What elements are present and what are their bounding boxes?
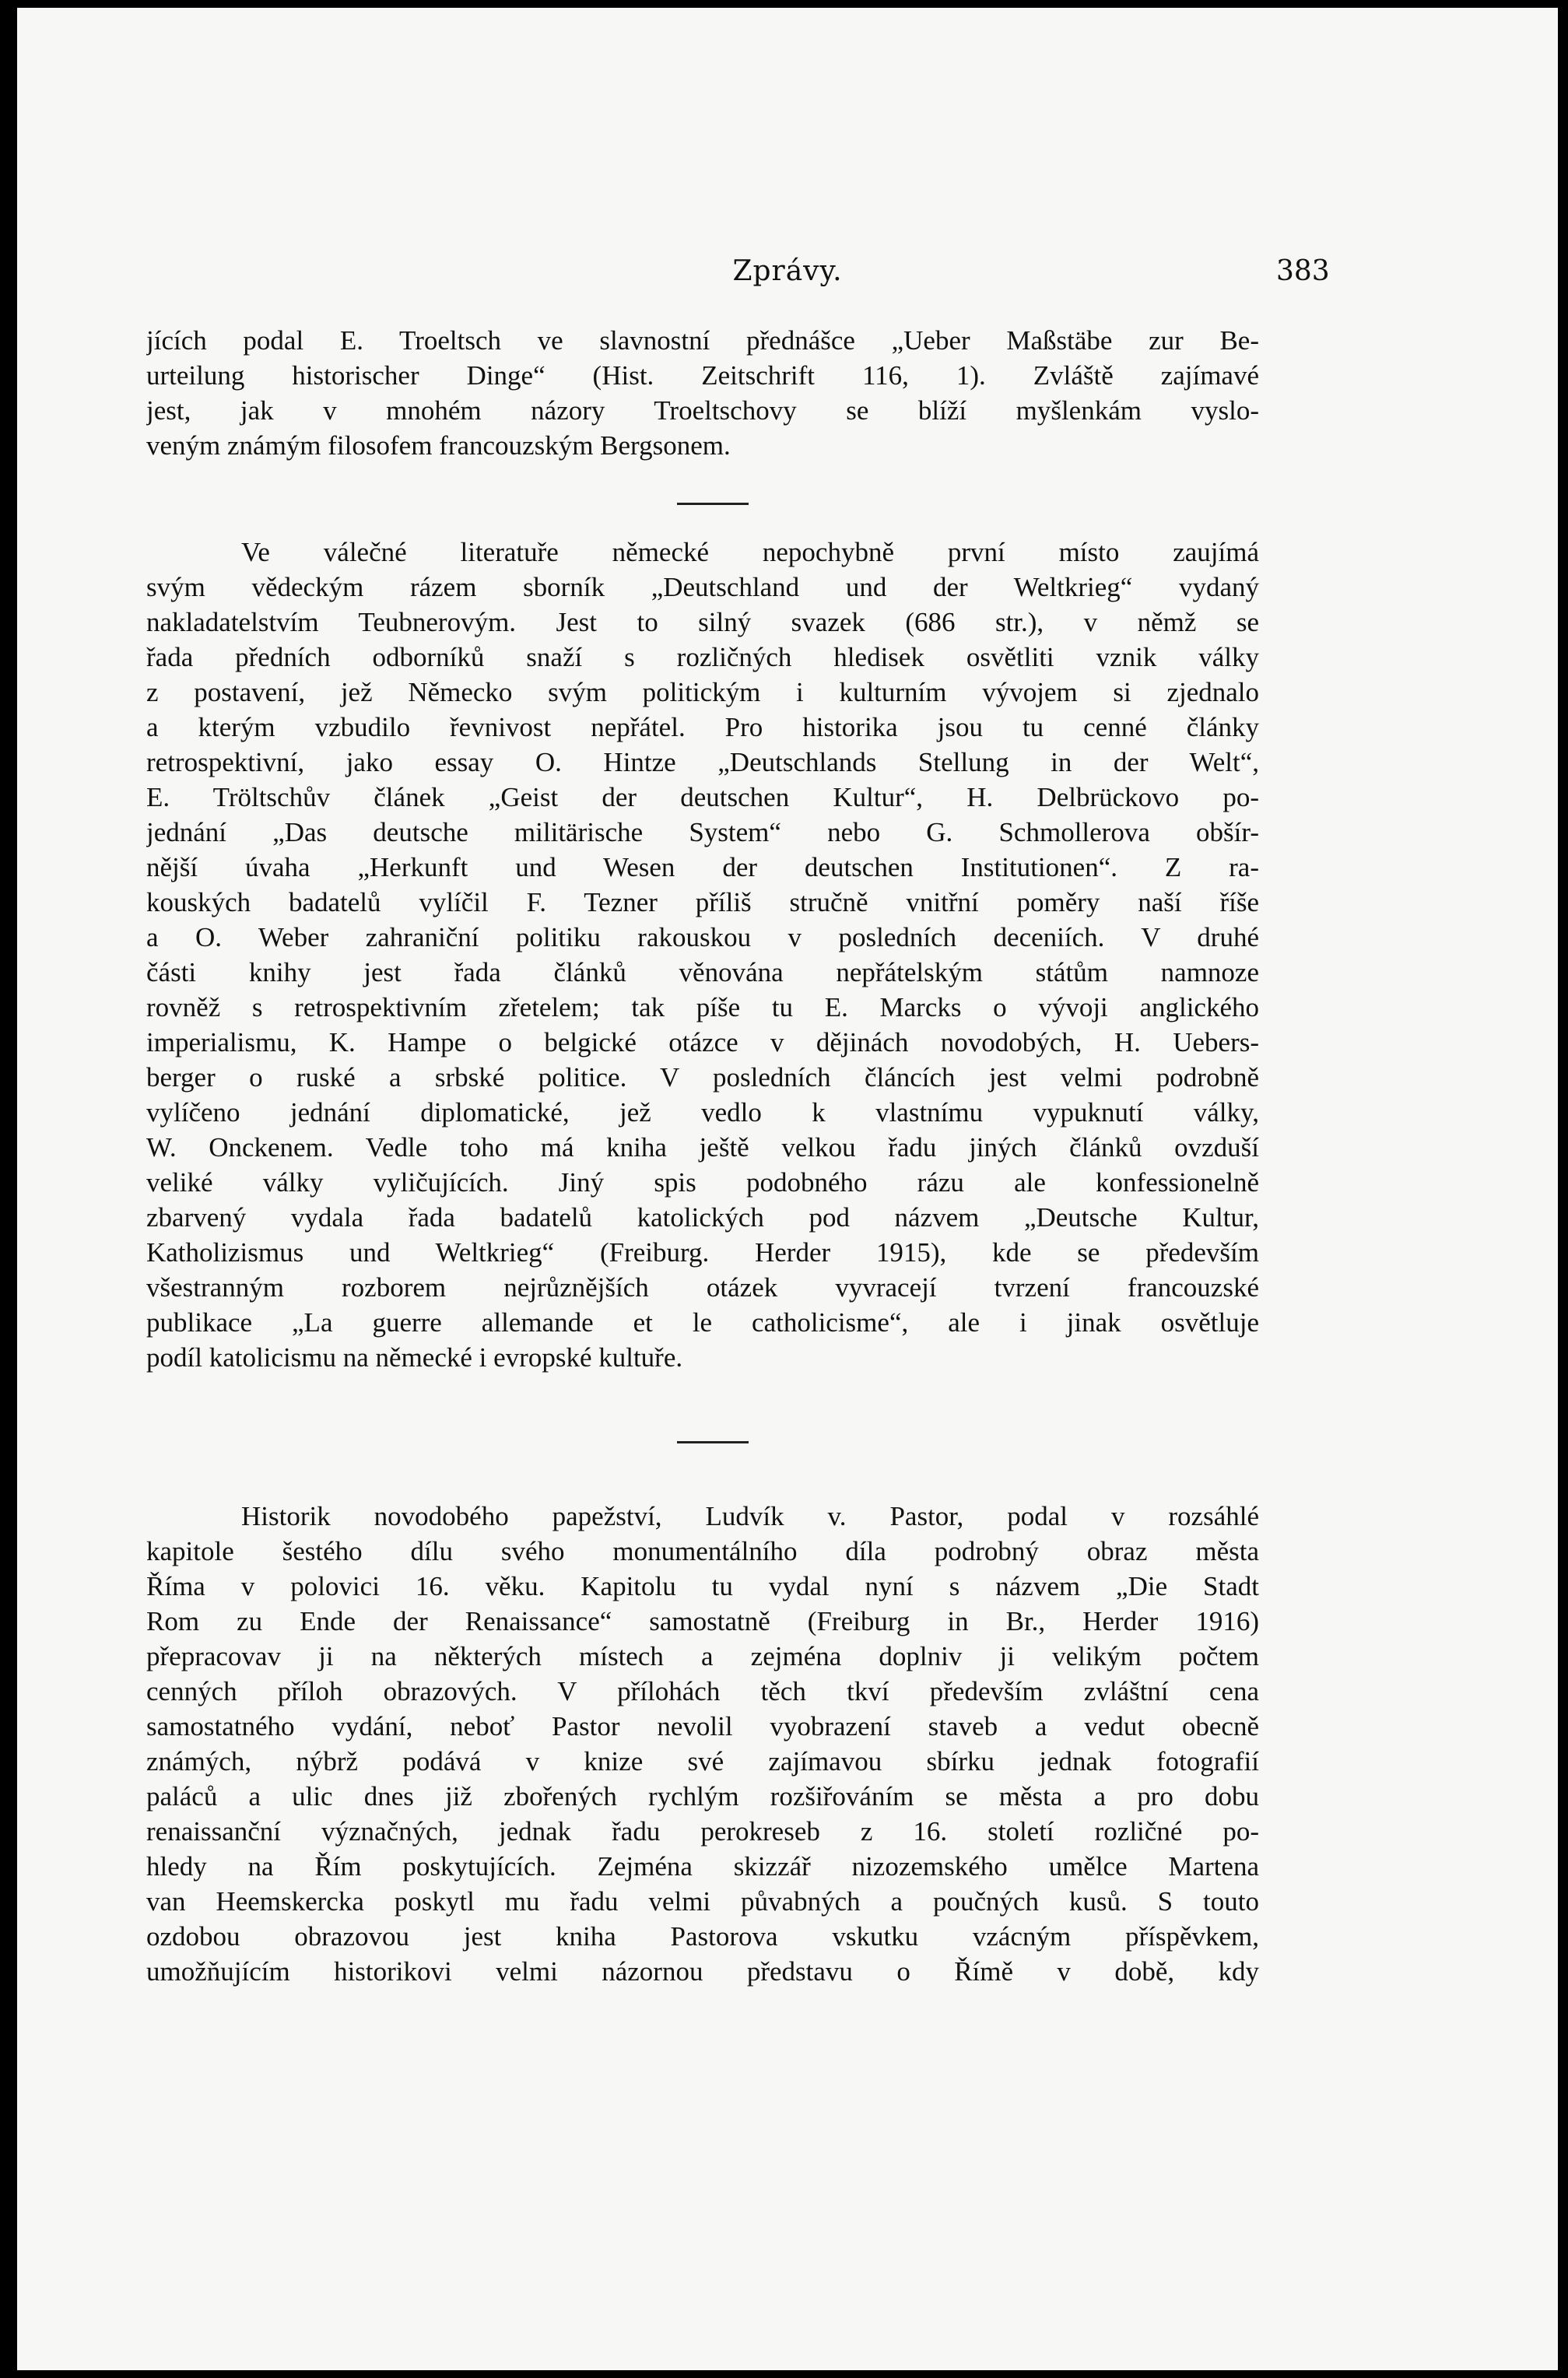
text-line: berger o ruské a srbské politice. V posledních článcích jest velmi podrobně: [146, 1062, 1259, 1093]
running-title: Zprávy.: [732, 255, 843, 287]
text-line: samostatného vydání, neboť Pastor nevolil vyobrazení staveb a vedut obecně: [146, 1711, 1259, 1741]
text-line: podíl katolicismu na německé i evropské kultuře.: [146, 1342, 683, 1373]
paragraph-troeltsch: [146, 323, 1259, 463]
text-line: nější úvaha „Herkunft und Wesen der deutschen Institutionen“. Z ra-: [146, 852, 1259, 882]
text-line: nakladatelstvím Teubnerovým. Jest to silný svazek (686 str.), v němž se: [146, 607, 1259, 637]
section-divider: [677, 1441, 749, 1443]
text-line: veným známým filosofem francouzským Bergsonem.: [146, 430, 731, 461]
page-header: [17, 255, 1558, 294]
text-line: kouských badatelů vylíčil F. Tezner příliš stručně vnitřní poměry naší říše: [146, 887, 1259, 917]
text-line: Historik novodobého papežství, Ludvík v. Pastor, podal v rozsáhlé: [241, 1501, 1259, 1531]
text-line: van Heemskercka poskytl mu řadu velmi půvabných a poučných kusů. S touto: [146, 1886, 1259, 1917]
text-line: imperialismu, K. Hampe o belgické otázce v dějinách novodobých, H. Uebers-: [146, 1027, 1259, 1057]
text-line: vylíčeno jednání diplomatické, jež vedlo k vlastnímu vypuknutí války,: [146, 1097, 1259, 1128]
paragraph-war-literature: [146, 535, 1259, 1375]
text-line: hledy na Řím poskytujících. Zejména skizzář nizozemského umělce Martena: [146, 1851, 1259, 1882]
text-line: jednání „Das deutsche militärische System“ nebo G. Schmollerova obšír-: [146, 817, 1259, 847]
section-divider: [677, 503, 749, 505]
text-line: řada předních odborníků snaží s rozličných hledisek osvětliti vznik války: [146, 642, 1259, 672]
book-page: [17, 8, 1558, 2370]
text-line: renaissanční význačných, jednak řadu perokreseb z 16. století rozličné po-: [146, 1816, 1259, 1847]
text-line: Katholizismus und Weltkrieg“ (Freiburg. Herder 1915), kde se především: [146, 1237, 1259, 1268]
text-line: jest, jak v mnohém názory Troeltschovy se blíží myšlenkám vyslo-: [146, 395, 1259, 426]
text-line: a O. Weber zahraniční politiku rakouskou v posledních deceniích. V druhé: [146, 922, 1259, 952]
text-line: rovněž s retrospektivním zřetelem; tak píše tu E. Marcks o vývoji anglického: [146, 992, 1259, 1022]
text-line: Ve válečné literatuře německé nepochybně první místo zaujímá: [241, 537, 1259, 567]
text-line: W. Onckenem. Vedle toho má kniha ještě velkou řadu jiných článků ovzduší: [146, 1132, 1259, 1163]
text-line: části knihy jest řada článků věnována nepřátelským státům namnoze: [146, 957, 1259, 987]
text-line: zbarvený vydala řada badatelů katolických pod názvem „Deutsche Kultur,: [146, 1202, 1259, 1233]
text-line: Říma v polovici 16. věku. Kapitolu tu vydal nyní s názvem „Die Stadt: [146, 1571, 1259, 1601]
text-line: retrospektivní, jako essay O. Hintze „Deutschlands Stellung in der Welt“,: [146, 747, 1259, 777]
text-line: umožňujícím historikovi velmi názornou představu o Římě v době, kdy: [146, 1956, 1259, 1987]
text-line: svým vědeckým rázem sborník „Deutschland und der Weltkrieg“ vydaný: [146, 572, 1259, 602]
text-line: jících podal E. Troeltsch ve slavnostní přednášce „Ueber Maßstäbe zur Be-: [146, 325, 1259, 356]
text-line: všestranným rozborem nejrůznějších otázek vyvracejí tvrzení francouzské: [146, 1272, 1259, 1303]
text-line: z postavení, jež Německo svým politickým i kulturním vývojem si zjednalo: [146, 677, 1259, 707]
text-line: kapitole šestého dílu svého monumentálního díla podrobný obraz města: [146, 1536, 1259, 1566]
text-line: urteilung historischer Dinge“ (Hist. Zeitschrift 116, 1). Zvláště zajímavé: [146, 360, 1259, 391]
text-line: známých, nýbrž podává v knize své zajímavou sbírku jednak fotografií: [146, 1746, 1259, 1776]
page-number: 383: [1276, 255, 1330, 287]
text-line: přepracovav ji na některých místech a zejména doplniv ji velikým počtem: [146, 1641, 1259, 1671]
text-line: paláců a ulic dnes již zbořených rychlým rozšiřováním se města a pro dobu: [146, 1781, 1259, 1812]
text-line: veliké války vyličujících. Jiný spis podobného rázu ale konfessionelně: [146, 1167, 1259, 1198]
text-line: ozdobou obrazovou jest kniha Pastorova vskutku vzácným příspěvkem,: [146, 1921, 1259, 1952]
text-line: Rom zu Ende der Renaissance“ samostatně (Freiburg in Br., Herder 1916): [146, 1606, 1259, 1636]
text-line: E. Tröltschův článek „Geist der deutschen Kultur“, H. Delbrückovo po-: [146, 782, 1259, 812]
text-line: publikace „La guerre allemande et le catholicisme“, ale i jinak osvětluje: [146, 1307, 1259, 1338]
text-line: a kterým vzbudilo řevnivost nepřátel. Pro historika jsou tu cenné články: [146, 712, 1259, 742]
text-line: cenných příloh obrazových. V přílohách těch tkví především zvláštní cena: [146, 1676, 1259, 1706]
paragraph-pastor: [146, 1499, 1259, 1989]
